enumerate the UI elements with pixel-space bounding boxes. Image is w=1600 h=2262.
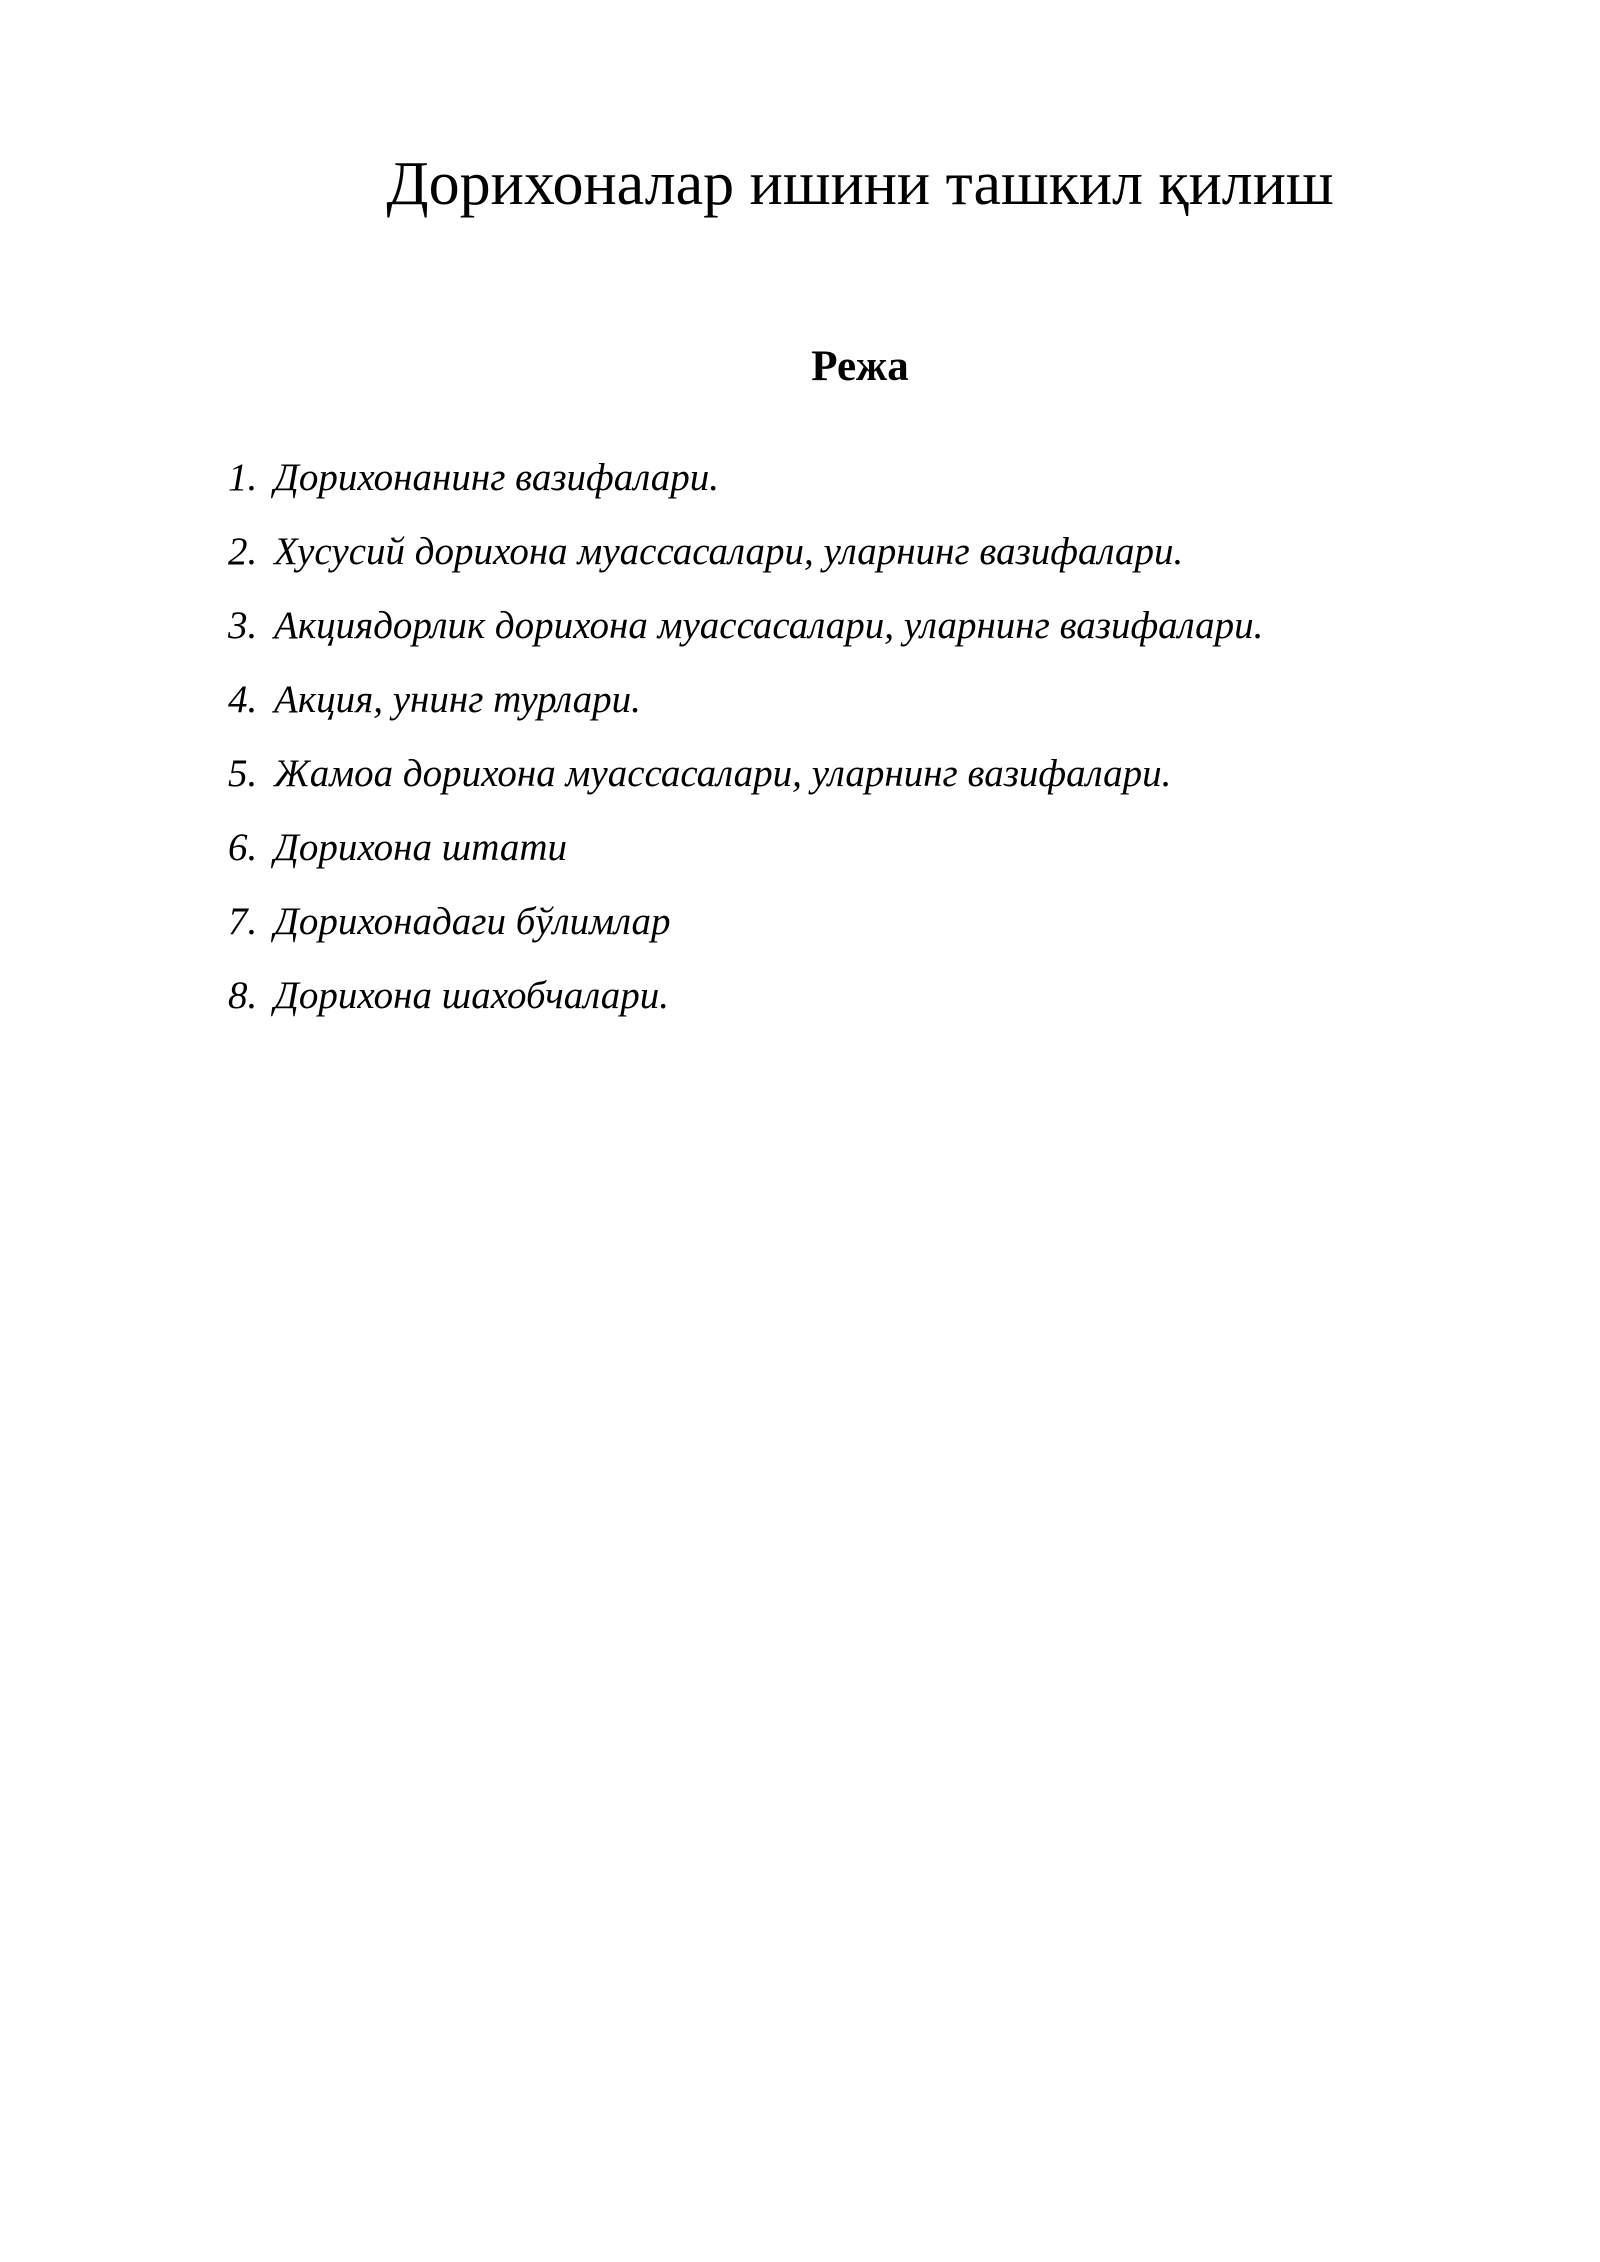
plan-item-number: 7. [228,900,258,943]
document-title: Дорихоналар ишини ташкил қилиш [386,150,1334,218]
plan-item [228,751,1263,825]
plan-item-number: 6. [228,826,258,869]
plan-item-text: Хусусий дорихона муассасалари, уларнинг вазифалари. [274,530,1184,573]
plan-item-text: Дорихонанинг вазифалари. [274,456,719,499]
plan-item-number: 3. [228,604,258,647]
plan-item [228,973,1263,1047]
plan-item [228,825,1263,899]
plan-item-text: Дорихона штати [274,826,567,869]
plan-item [228,529,1263,603]
plan-item [228,603,1263,677]
plan-list [228,455,1263,1047]
plan-item-text: Дорихонадаги бўлимлар [274,900,671,943]
plan-item-number: 4. [228,678,258,721]
plan-item [228,455,1263,529]
plan-item-text: Дорихона шахобчалари. [274,974,669,1017]
plan-item [228,677,1263,751]
plan-item-text: Акция, унинг турлари. [274,678,641,721]
plan-item-text: Жамоа дорихона муассасалари, уларнинг вазифалари. [274,752,1172,795]
plan-item-text: Акциядорлик дорихона муассасалари, уларнинг вазифалари. [274,604,1264,647]
plan-item-number: 2. [228,530,258,573]
plan-item-number: 5. [228,752,258,795]
plan-item [228,899,1263,973]
plan-item-number: 8. [228,974,258,1017]
plan-item-number: 1. [228,456,258,499]
plan-heading: Режа [811,343,909,390]
